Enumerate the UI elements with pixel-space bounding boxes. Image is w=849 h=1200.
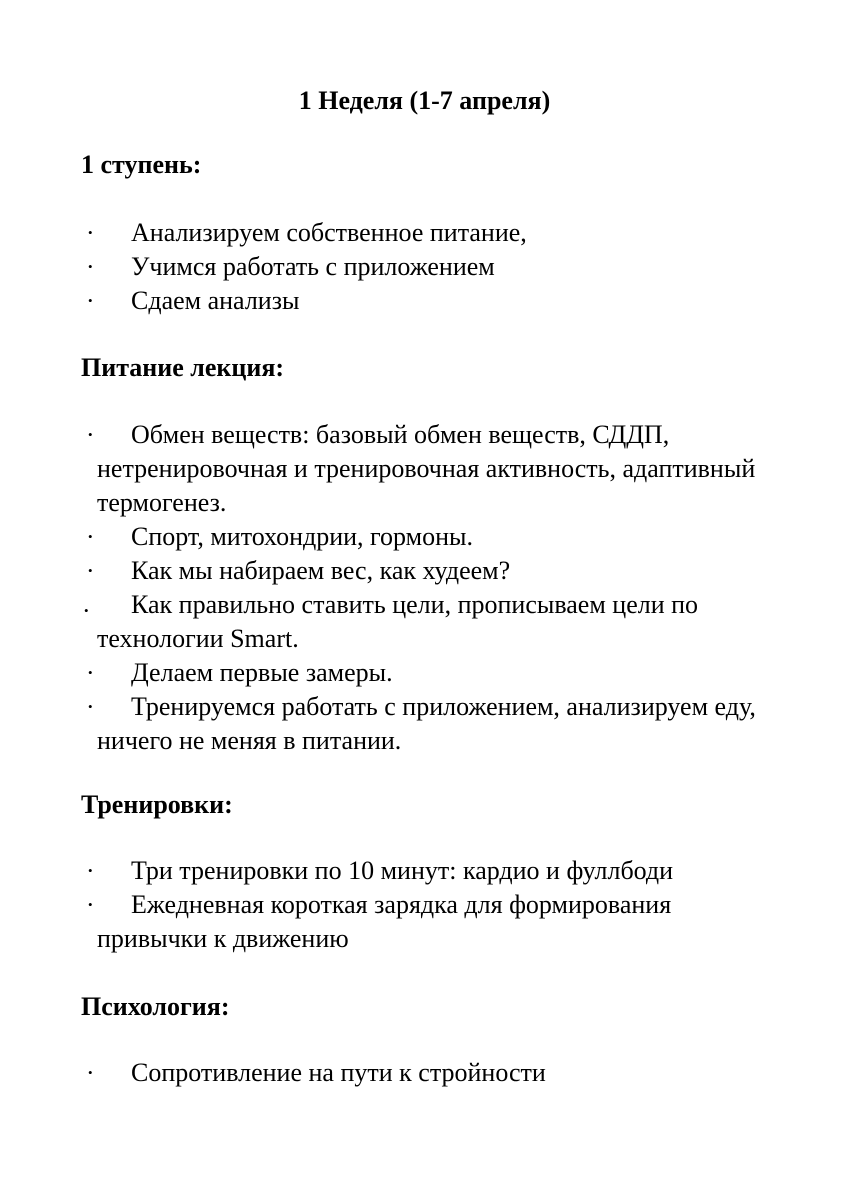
bullet-icon: • <box>88 699 93 714</box>
list-item: • Сдаем анализы <box>88 286 300 315</box>
section-heading-psychology: Психология: <box>81 992 230 1021</box>
list-item: • Сопротивление на пути к стройности <box>88 1058 546 1087</box>
list-item: • Тренируемся работать с приложением, анализируем еду, ничего не меняя в питании. <box>88 692 756 755</box>
bullet-icon: • <box>88 225 93 240</box>
list-item: • Три тренировки по 10 минут: кардио и фуллбоди <box>88 856 674 885</box>
bullet-icon: • <box>88 665 93 680</box>
bullet-icon: • <box>88 563 93 578</box>
page-title: 1 Неделя (1-7 апреля) <box>298 86 551 115</box>
bullet-icon: • <box>88 293 93 308</box>
list-item: • Учимся работать с приложением <box>88 252 495 281</box>
psychology-list <box>0 1056 849 1090</box>
nutrition-list <box>0 418 849 758</box>
bullet-icon: • <box>88 259 93 274</box>
list-item: • Как правильно ставить цели, прописываем цели по технологии Smart. <box>84 590 699 653</box>
section-heading-nutrition: Питание лекция: <box>81 353 285 382</box>
bullet-icon: • <box>88 529 93 544</box>
list-item: • Спорт, митохондрии, гормоны. <box>88 522 473 551</box>
section-heading-workouts: Тренировки: <box>81 790 233 819</box>
section-heading-stage: 1 ступень: <box>81 150 202 179</box>
bullet-icon: • <box>88 1065 93 1080</box>
list-item: • Как мы набираем вес, как худеем? <box>88 556 511 585</box>
workouts-list <box>0 854 849 956</box>
bullet-icon: • <box>88 863 93 878</box>
list-item: • Ежедневная короткая зарядка для формирования привычки к движению <box>88 890 672 953</box>
stage-list <box>0 216 849 318</box>
bullet-icon: • <box>88 427 93 442</box>
bullet-icon: • <box>88 897 93 912</box>
bullet-icon: • <box>84 603 89 618</box>
list-item: • Анализируем собственное питание, <box>88 218 527 247</box>
list-item: • Делаем первые замеры. <box>88 658 393 687</box>
list-item: • Обмен веществ: базовый обмен веществ, СДДП, нетренировочная и тренировочная активность, адаптивный термогенез. <box>88 420 756 517</box>
